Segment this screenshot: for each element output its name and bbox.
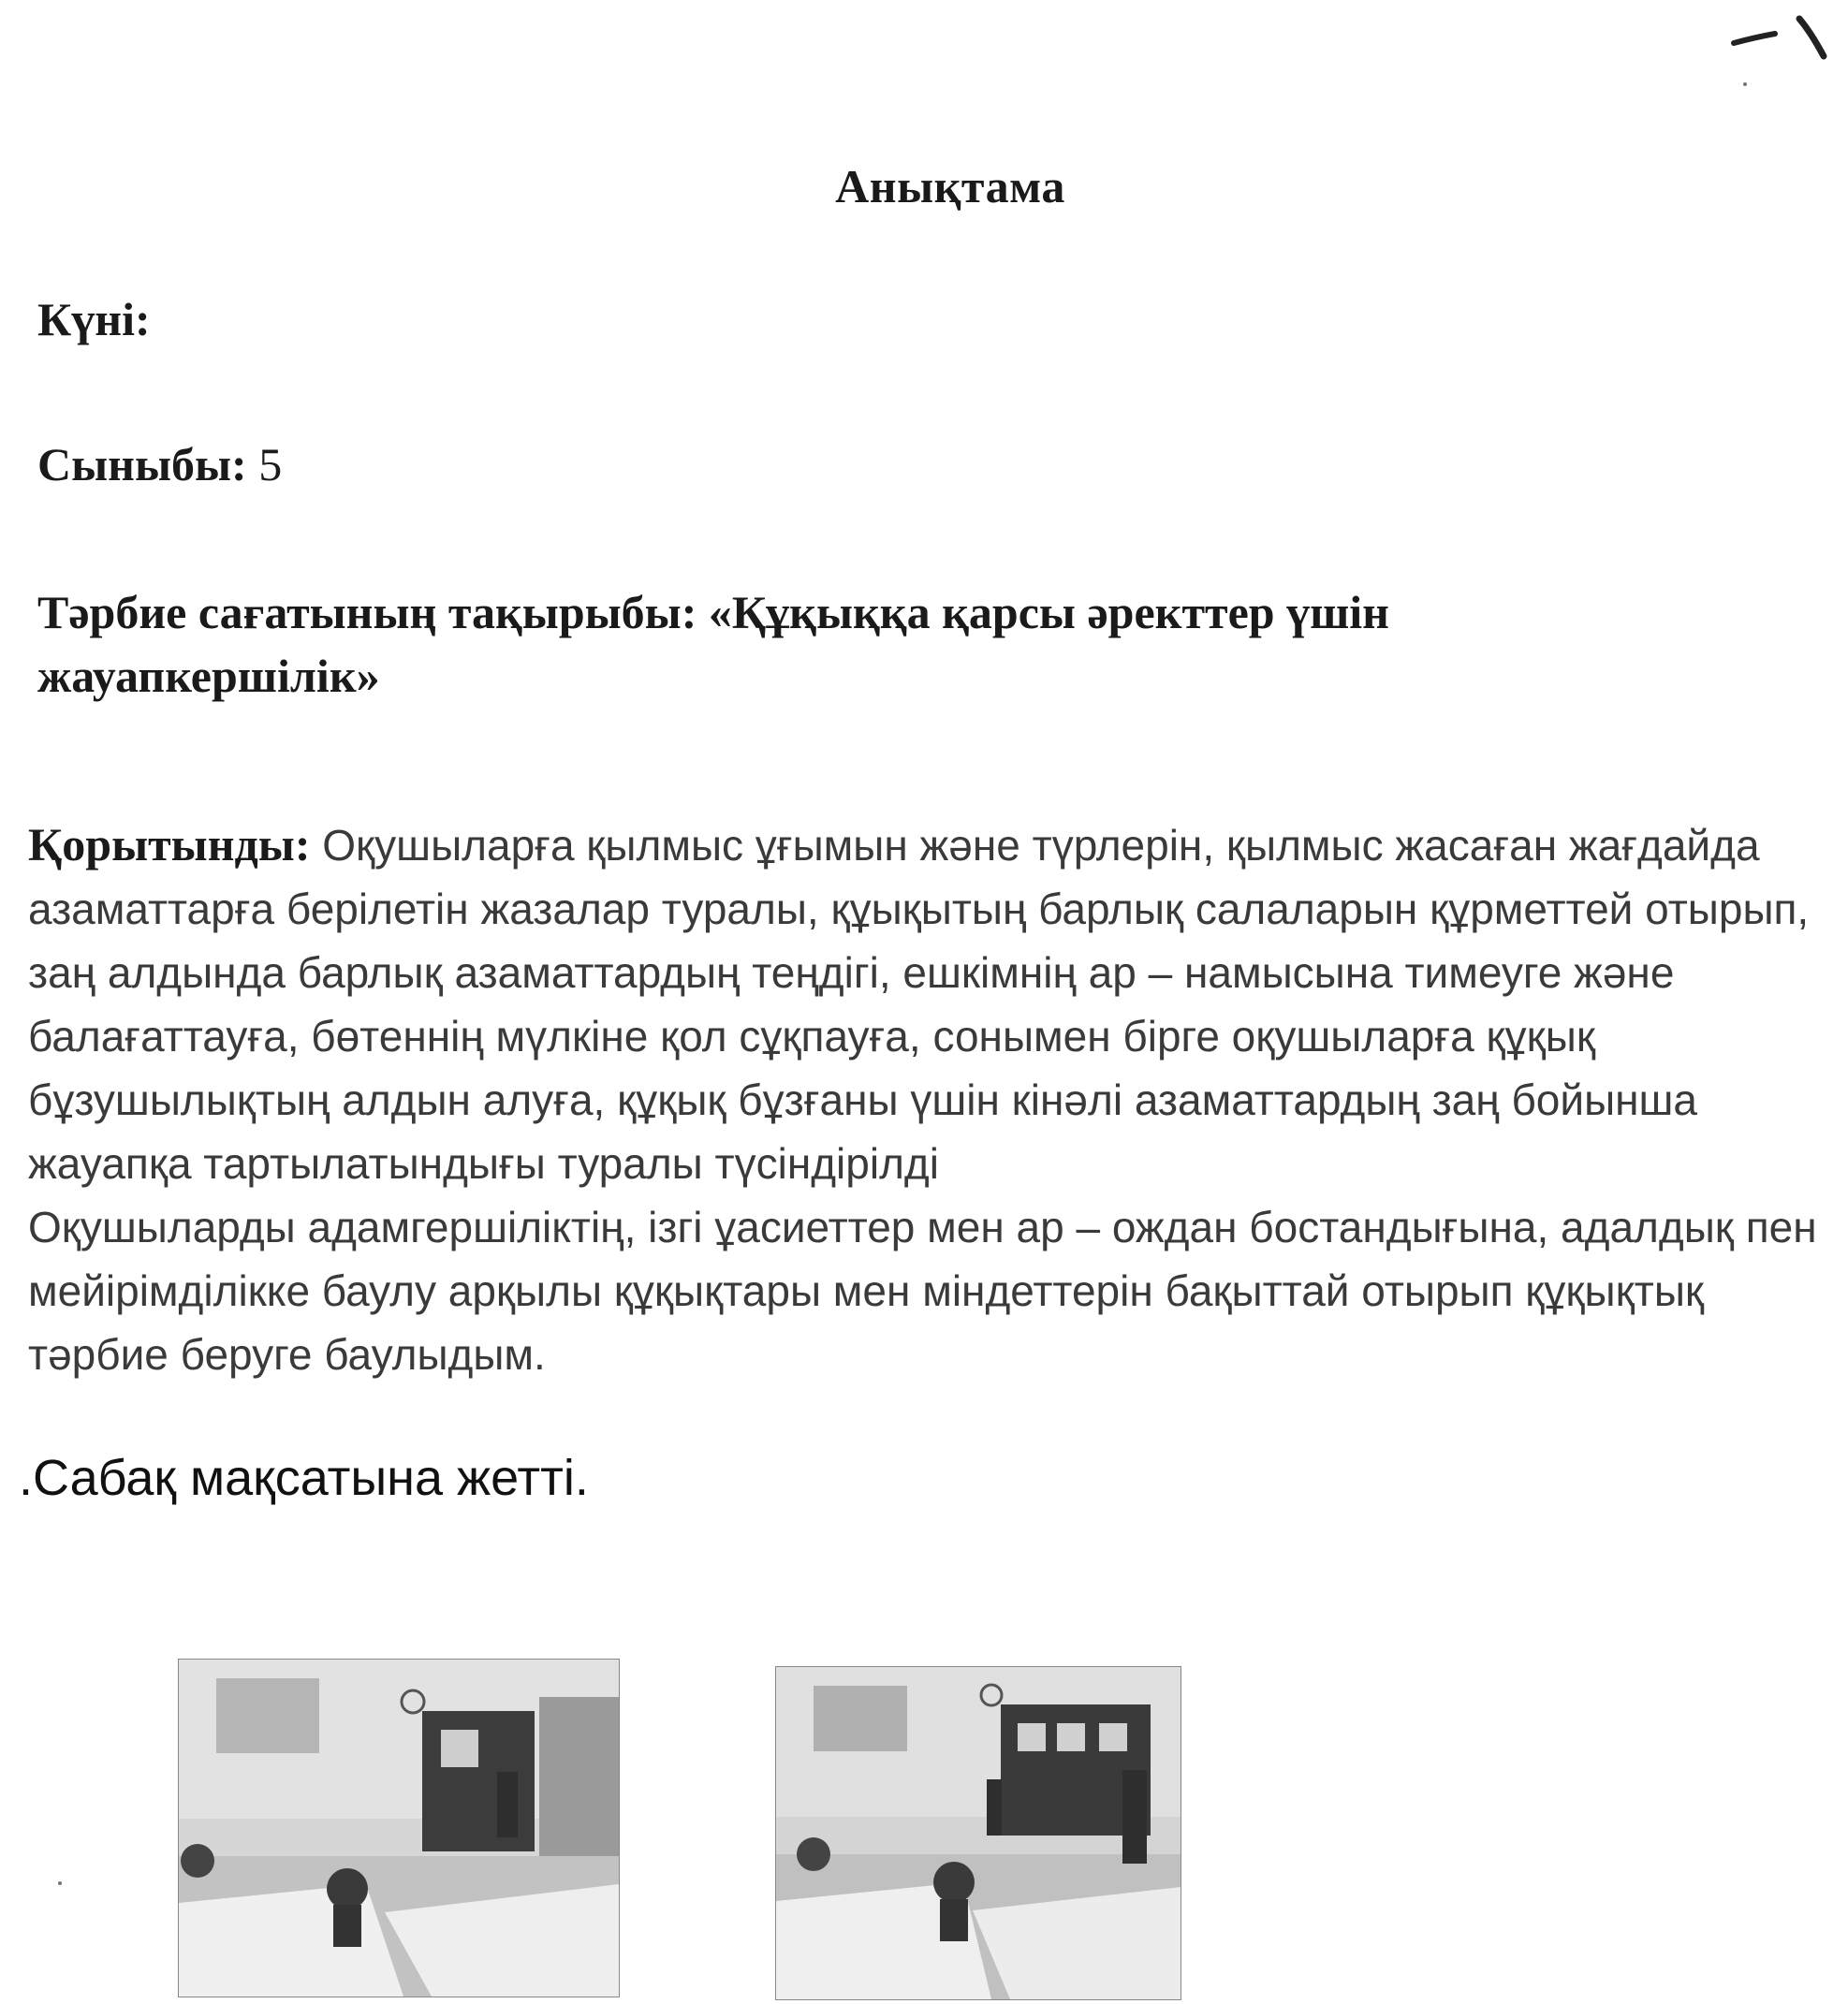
lesson-goal-line: .Сабақ мақсатына жетті. [19, 1450, 589, 1506]
class-label: Сыныбы: [37, 438, 247, 490]
topic-label: Тәрбие сағатының тақырыбы: [37, 586, 697, 638]
scan-speck [58, 1881, 62, 1885]
topic-value: «Құқыққа қарсы әректтер үшін жауапкершілік» [37, 586, 1389, 702]
class-value: 5 [258, 438, 283, 490]
class-field [37, 435, 282, 493]
conclusion-section [28, 812, 1835, 1386]
conclusion-text-1: Оқушыларға қылмыс ұғымын және түрлерін, қылмыс жасаған жағдайда азаматтарға берілетін жазалар туралы, құықытың барлық салаларын құрметтей отырып, заң алдында барлық азаматтардың теңдігі, ешкімнің ар – намысына тимеуге және балағаттауға, бөтеннің мүлкіне қол сұқпауға, сонымен бірге оқушыларға құқық бұзушылықтың алдын алуға, құқық бұзғаны үшін кінәлі азаматтардың заң бойынша жауапқа тартылатындығы туралы түсіндірілді [28, 821, 1810, 1188]
date-field [37, 290, 151, 348]
classroom-photo-1 [178, 1659, 620, 1997]
pen-mark-icon [1726, 13, 1829, 69]
classroom-photo-2 [775, 1666, 1181, 2000]
classroom-photo-icon [179, 1660, 619, 1997]
classroom-photo-icon [776, 1667, 1181, 1999]
topic-field [37, 580, 1723, 708]
document-title: Анықтама [835, 160, 1065, 212]
date-label: Күні: [37, 293, 151, 345]
scan-speck [1743, 82, 1747, 86]
conclusion-label: Қорытынды: [28, 818, 311, 870]
conclusion-paragraph-1 [28, 812, 1835, 1195]
conclusion-paragraph-2: Оқушыларды адамгершіліктің, ізгі ұасиеттер мен ар – ождан бостандығына, адалдық пен мейірімділікке баулу арқылы құқықтары мен міндеттерін бақыттай отырып құқықтық тәрбие беруге баулыдым. [28, 1203, 1817, 1379]
